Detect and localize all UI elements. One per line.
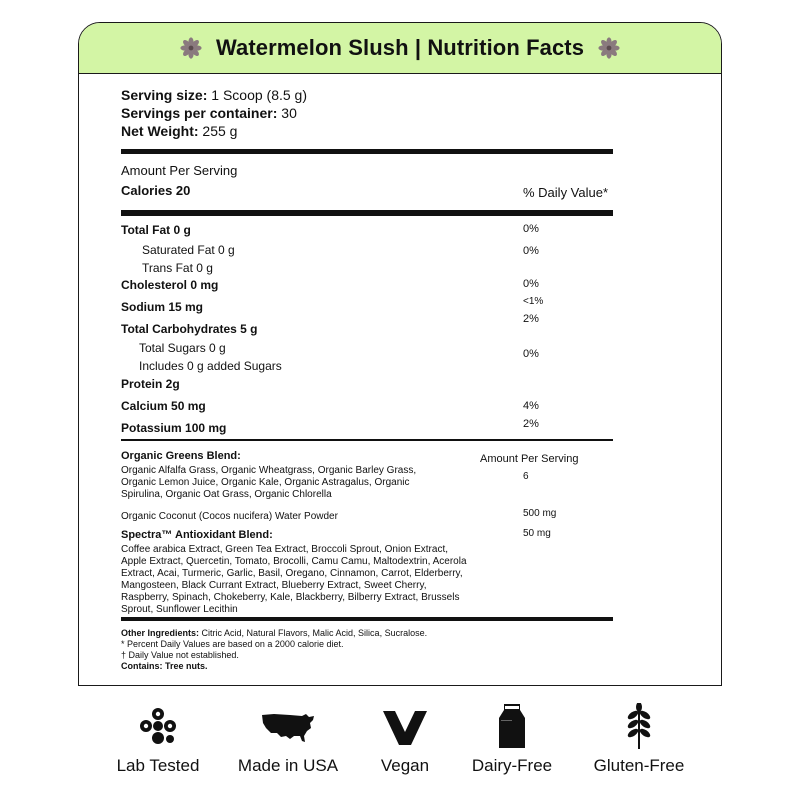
flower-icon xyxy=(180,37,202,59)
calcium-dv: 4% xyxy=(523,400,539,412)
net-weight xyxy=(121,123,237,139)
servings-per-container-label: Servings per container: xyxy=(121,105,278,121)
coconut-water-amount: 500 mg xyxy=(523,508,557,519)
page-title: Watermelon Slush | Nutrition Facts xyxy=(215,35,585,60)
total-carbohydrates-dv: 2% xyxy=(523,313,539,325)
protein-label: Protein 2g xyxy=(121,377,180,391)
total-fat-dv: 0% xyxy=(523,223,539,235)
trans-fat-label: Trans Fat 0 g xyxy=(142,261,213,275)
vegan-v-icon xyxy=(382,710,428,746)
added-sugars-label: Includes 0 g added Sugars xyxy=(139,359,282,373)
sodium-dv: <1% xyxy=(523,296,544,307)
badge-label: Dairy-Free xyxy=(471,756,553,775)
coconut-water-powder: Organic Coconut (Cocos nucifera) Water Powder xyxy=(121,511,338,522)
molecule-icon xyxy=(138,706,178,746)
net-weight-value: 255 g xyxy=(202,123,238,139)
amount-per-serving: Amount Per Serving xyxy=(121,163,238,178)
dagger-note: † Daily Value not established. xyxy=(121,650,239,660)
servings-per-container xyxy=(121,105,297,121)
daily-value-header: % Daily Value* xyxy=(523,185,609,200)
potassium-label: Potassium 100 mg xyxy=(121,421,227,435)
feature-badges xyxy=(0,700,800,800)
greens-blend-title: Organic Greens Blend: xyxy=(121,450,241,462)
divider-thick xyxy=(121,210,613,216)
wheat-icon xyxy=(625,703,653,749)
spectra-blend-ingredients: Coffee arabica Extract, Green Tea Extract, Broccoli Sprout, Onion Extract, Apple Extract, Quercetin, Tomato, Brocolli, Camu Camu, Maltodextrin, Acerola Extract, Acai, Turmeric, Garlic, Basil, Oregano, Cinnamon, Carrot, Elderberry, Mangosteen, Black Currant Extract, Blueberry Extract, Sweet Cherry, Raspberry, Spinach, Chokeberry, Kale, Blackberry, Bilberry Extract, Brussels Sprout, Sunflower Lecithin xyxy=(121,544,467,615)
other-ingredients-label: Other Ingredients: xyxy=(121,628,200,638)
total-sugars-dv: 0% xyxy=(523,348,539,360)
calcium-label: Calcium 50 mg xyxy=(121,399,206,413)
calories: Calories 20 xyxy=(121,183,191,198)
flower-icon xyxy=(598,37,620,59)
badge-lab-tested xyxy=(93,700,223,790)
greens-blend-ingredients: Organic Alfalfa Grass, Organic Wheatgrass, Organic Barley Grass, Organic Lemon Juice, Organic Kale, Organic Astragalus, Organic Spirulina, Organic Oat Grass, Organic Chlorella xyxy=(121,465,417,500)
badge-label: Made in USA xyxy=(237,756,339,775)
net-weight-label: Net Weight: xyxy=(121,123,199,139)
daily-value-note: * Percent Daily Values are based on a 2000 calorie diet. xyxy=(121,639,344,649)
greens-blend-amount: 6 xyxy=(523,471,529,482)
badge-label: Vegan xyxy=(380,756,430,775)
cholesterol-dv: 0% xyxy=(523,278,539,290)
divider-thick xyxy=(121,149,613,154)
spectra-blend-title: Spectra™ Antioxidant Blend: xyxy=(121,529,273,541)
badge-label: Gluten-Free xyxy=(593,756,685,775)
other-ingredients-text: Citric Acid, Natural Flavors, Malic Acid, Silica, Sucralose. xyxy=(199,628,428,638)
blend-amount-header: Amount Per Serving xyxy=(480,453,579,465)
total-sugars-label: Total Sugars 0 g xyxy=(139,341,226,355)
contains-allergens: Contains: Tree nuts. xyxy=(121,661,208,671)
total-carbohydrates-label: Total Carbohydrates 5 g xyxy=(121,322,258,336)
spectra-blend-amount: 50 mg xyxy=(523,528,551,539)
saturated-fat-label: Saturated Fat 0 g xyxy=(142,243,235,257)
panel-header xyxy=(79,23,721,74)
badge-made-in-usa xyxy=(223,700,353,790)
total-fat-label: Total Fat 0 g xyxy=(121,223,191,237)
other-ingredients xyxy=(121,628,427,639)
badge-label: Lab Tested xyxy=(116,756,200,775)
sodium-label: Sodium 15 mg xyxy=(121,300,204,314)
milk-carton-icon xyxy=(499,704,525,748)
divider xyxy=(121,439,613,441)
serving-size-value: 1 Scoop (8.5 g) xyxy=(211,87,307,103)
badge-gluten-free xyxy=(574,700,704,790)
nutrition-facts-panel xyxy=(78,22,722,686)
potassium-dv: 2% xyxy=(523,418,539,430)
servings-per-container-value: 30 xyxy=(281,105,297,121)
badge-dairy-free xyxy=(447,700,577,790)
usa-map-icon xyxy=(260,712,316,744)
cholesterol-label: Cholesterol 0 mg xyxy=(121,278,219,292)
saturated-fat-dv: 0% xyxy=(523,245,539,257)
serving-size xyxy=(121,87,307,103)
serving-size-label: Serving size: xyxy=(121,87,208,103)
divider-thick xyxy=(121,617,613,621)
